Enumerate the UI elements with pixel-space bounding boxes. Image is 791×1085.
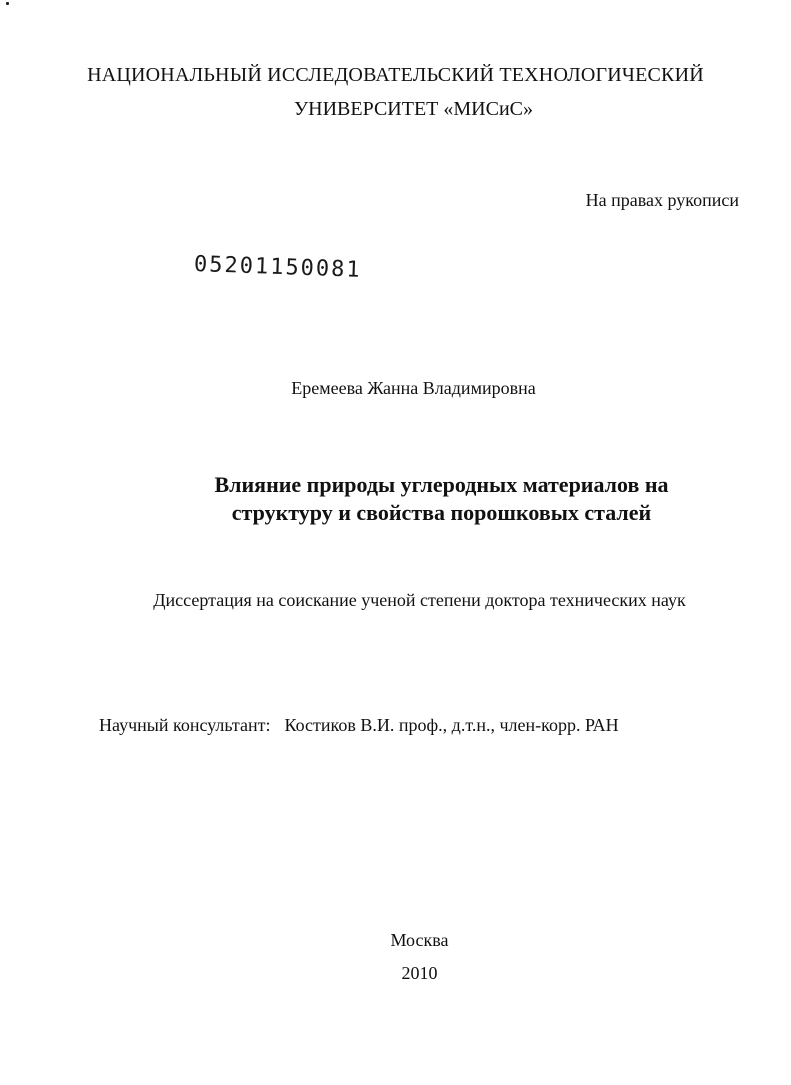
- author-name: Еремеева Жанна Владимировна: [291, 378, 536, 398]
- advisor-label: Научный консультант:: [99, 715, 271, 735]
- catalog-number-stamp: 05201150081: [193, 252, 363, 283]
- institution-name-line1: НАЦИОНАЛЬНЫЙ ИССЛЕДОВАТЕЛЬСКИЙ ТЕХНОЛОГИЧЕСКИЙ: [87, 64, 704, 86]
- advisor-name: Костиков В.И. проф., д.т.н., член-корр. РАН: [284, 715, 619, 735]
- scan-artifact-dot: [6, 2, 9, 5]
- institution-name-line2: УНИВЕРСИТЕТ «МИСиС»: [293, 98, 533, 120]
- dissertation-title-line1: Влияние природы углеродных материалов на: [214, 472, 669, 497]
- degree-statement: Диссертация на соискание ученой степени доктора технических наук: [153, 590, 686, 610]
- scientific-advisor: [99, 715, 619, 736]
- city: Москва: [390, 930, 449, 950]
- manuscript-rights-note: На правах рукописи: [585, 190, 739, 210]
- dissertation-title-line2: структуру и свойства порошковых сталей: [231, 500, 652, 525]
- year: 2010: [401, 963, 438, 983]
